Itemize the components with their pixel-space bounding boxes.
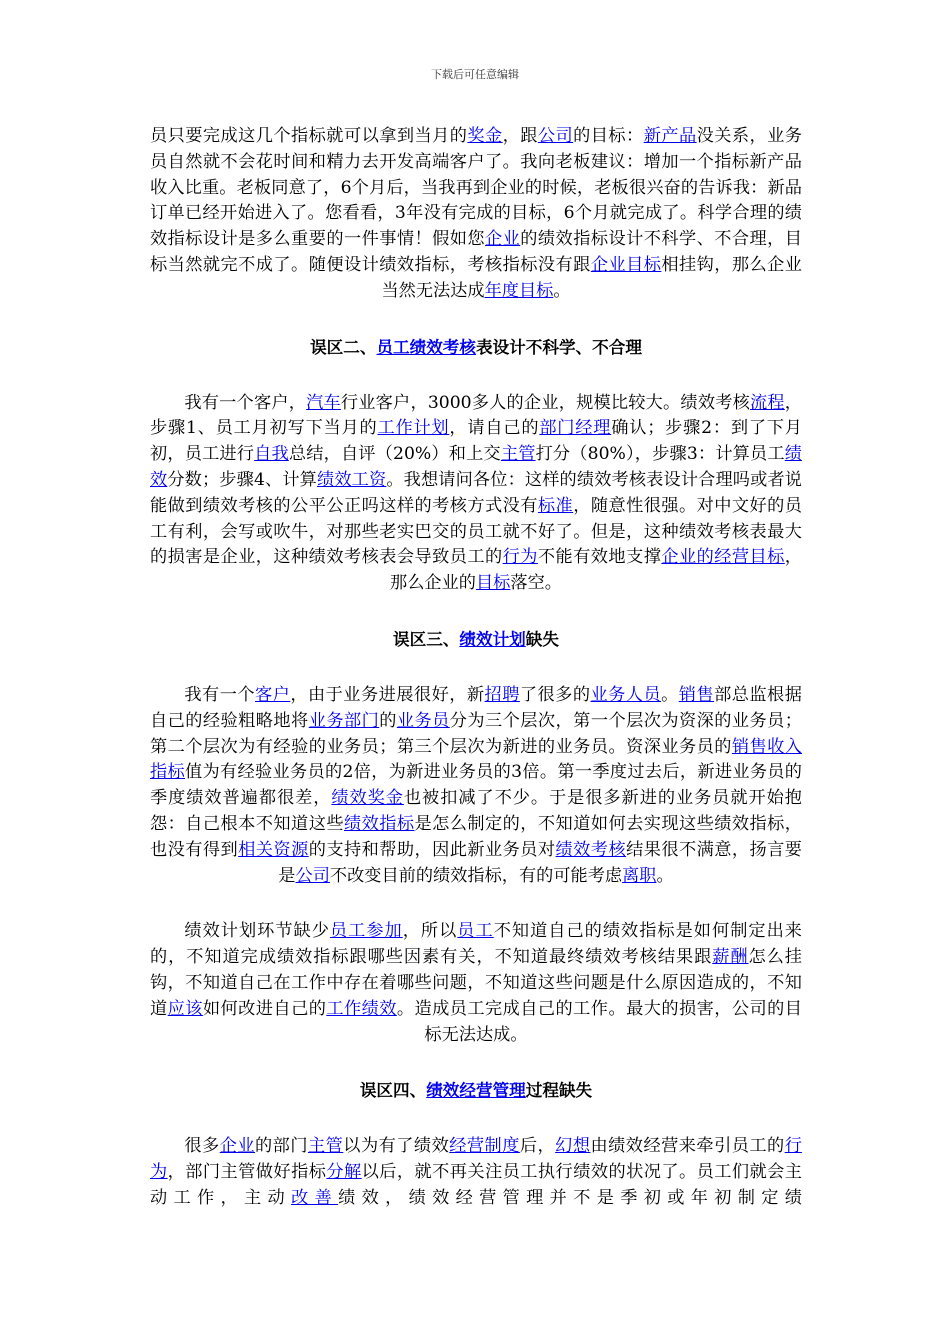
inline-link[interactable]: 主管 bbox=[307, 1136, 344, 1157]
inline-link[interactable]: 业务员 bbox=[396, 710, 450, 731]
text-run: 的 bbox=[379, 710, 397, 731]
inline-link[interactable]: 流程 bbox=[749, 392, 785, 413]
text-run: 结果很不满意，扬言要是 bbox=[278, 839, 802, 886]
inline-link[interactable]: 工作计划 bbox=[377, 418, 450, 439]
text-run: 不能有效地支撑 bbox=[537, 547, 662, 568]
inline-link[interactable]: 销售收入指标 bbox=[150, 736, 802, 783]
text-run: 绩效计划环节缺少 bbox=[184, 921, 330, 942]
text-run: ，那么企业的 bbox=[390, 547, 802, 594]
text-run: 表设计不科学、不合理 bbox=[476, 337, 642, 357]
inline-link[interactable]: 新产品 bbox=[643, 126, 697, 146]
text-run: 不改变目前的绩效指标，有的可能考虑 bbox=[329, 865, 623, 886]
section-heading-2 bbox=[150, 335, 802, 361]
inline-link[interactable]: 年度目标 bbox=[484, 280, 554, 301]
inline-link[interactable]: 销售 bbox=[678, 684, 715, 705]
text-run: 的目标： bbox=[573, 126, 644, 146]
paragraph-4 bbox=[150, 919, 802, 1048]
text-run: 。我想请问各位：这样的绩效考核表设计合理吗或者说能做到绩效考核的公平公正吗这样的考核方式没有 bbox=[150, 469, 802, 516]
text-run: 总结，自评（20%）和上交 bbox=[288, 444, 501, 465]
inline-link[interactable]: 员工 bbox=[457, 921, 494, 942]
text-run: ，部门主管做好指标 bbox=[167, 1162, 327, 1183]
text-run: ，所以 bbox=[402, 921, 458, 942]
text-run: 误区四、 bbox=[359, 1081, 427, 1101]
text-run: 。 bbox=[553, 280, 571, 301]
text-run: 员只要完成这几个指标就可以拿到当月的 bbox=[150, 126, 468, 146]
inline-link[interactable]: 企业 bbox=[219, 1136, 256, 1157]
text-run: 落空。 bbox=[510, 573, 562, 594]
text-run: 很多 bbox=[184, 1136, 220, 1157]
text-run: ，跟 bbox=[502, 126, 538, 146]
inline-link[interactable]: 招聘 bbox=[484, 684, 520, 705]
section-heading-3 bbox=[150, 627, 802, 653]
text-run: 分数；步骤4、计算 bbox=[167, 469, 317, 490]
inline-link[interactable]: 员工绩效考核 bbox=[376, 337, 476, 357]
text-run: 过程缺失 bbox=[525, 1081, 593, 1101]
inline-link[interactable]: 业务人员 bbox=[590, 684, 662, 705]
inline-link[interactable]: 相关资源 bbox=[238, 839, 309, 860]
paragraph-5 bbox=[150, 1134, 802, 1211]
text-run: 行业客户，3000多人的企业，规模比较大。绩效考核 bbox=[340, 392, 750, 413]
text-run: 怎么挂钩，不知道自己在工作中存在着哪些问题，不知道这些问题是什么原因造成的，不知道 bbox=[150, 947, 802, 1019]
paragraph-2 bbox=[150, 391, 802, 597]
text-run: 确认；步骤2：到了下月初，员工进行 bbox=[150, 418, 802, 465]
text-run: 缺失 bbox=[525, 629, 559, 649]
inline-link[interactable]: 离职 bbox=[622, 865, 657, 886]
text-run: 我有一个 bbox=[184, 684, 256, 705]
text-run: 我有一个客户， bbox=[184, 392, 307, 413]
inline-link[interactable]: 绩效考核 bbox=[555, 839, 627, 860]
inline-link[interactable]: 业务部门 bbox=[308, 710, 380, 731]
text-run: 误区三、 bbox=[393, 629, 460, 649]
page-header-note: 下载后可任意编辑 bbox=[431, 68, 519, 81]
text-run: 值为有经验业务员的2倍，为新进业务员的3倍。第一季度过去后，新进业务员的季度绩效普遍都很差， bbox=[150, 762, 802, 809]
text-run: 不知道自己的绩效指标是如何制定出来的，不知道完成绩效指标跟哪些因素有关，不知道最终绩效考核结果跟 bbox=[150, 921, 802, 968]
inline-link[interactable]: 公司 bbox=[295, 865, 330, 886]
inline-link[interactable]: 分解 bbox=[326, 1162, 362, 1183]
text-run: 。 bbox=[661, 684, 679, 705]
text-run: 的支持和帮助，因此新业务员对 bbox=[308, 839, 556, 860]
inline-link[interactable]: 企业的经营目标 bbox=[661, 547, 785, 568]
text-run: ，步骤1、员工月初写下当月的 bbox=[150, 392, 802, 439]
text-run: 也被扣减了不少。于是很多新进的业务员就开始抱怨：自己根本不知道这些 bbox=[150, 788, 802, 834]
inline-link[interactable]: 绩效经营管理 bbox=[426, 1081, 526, 1101]
inline-link[interactable]: 绩效指标 bbox=[343, 813, 415, 834]
inline-link[interactable]: 绩效 bbox=[150, 444, 802, 490]
inline-link[interactable]: 应该 bbox=[167, 998, 203, 1019]
inline-link[interactable]: 员工参加 bbox=[329, 921, 403, 942]
inline-link[interactable]: 企业 bbox=[485, 229, 521, 250]
paragraph-1 bbox=[150, 124, 802, 305]
inline-link[interactable]: 自我 bbox=[254, 444, 289, 465]
inline-link[interactable]: 部门经理 bbox=[539, 418, 612, 439]
text-run: 以为有了绩效 bbox=[343, 1136, 450, 1157]
text-run: 了很多的 bbox=[519, 684, 591, 705]
inline-link[interactable]: 绩效工资 bbox=[317, 469, 387, 490]
text-run: 打分（80%），步骤3：计算员工 bbox=[535, 444, 785, 465]
text-run: 由绩效经营来牵引员工的 bbox=[590, 1136, 785, 1157]
text-run: 相挂钩，那么企业当然无法达成 bbox=[381, 254, 802, 301]
inline-link[interactable]: 经营制度 bbox=[449, 1136, 520, 1157]
document-body bbox=[150, 124, 802, 1212]
inline-link[interactable]: 奖金 bbox=[467, 126, 503, 146]
inline-link[interactable]: 主管 bbox=[500, 444, 536, 465]
text-run: 后， bbox=[519, 1136, 556, 1157]
inline-link[interactable]: 企业目标 bbox=[590, 254, 662, 275]
inline-link[interactable]: 汽车 bbox=[306, 392, 341, 413]
text-run: 如何改进自己的 bbox=[202, 998, 327, 1019]
text-run: 误区二、 bbox=[310, 337, 377, 357]
inline-link[interactable]: 行为 bbox=[502, 547, 538, 568]
text-run: ，随意性很强。对中文好的员工有利，会写或吹牛，对那些老实巴交的员工就不好了。但是，这种绩效考核表最大的损害是企业，这种绩效考核表会导致员工的 bbox=[150, 495, 802, 568]
inline-link[interactable]: 工作绩效 bbox=[326, 998, 397, 1019]
text-run: 的绩效指标设计不科学、不合理，目标当然就完不成了。随便设计绩效指标，考核指标没有跟 bbox=[150, 229, 802, 275]
text-run: 。 bbox=[656, 865, 674, 886]
text-run: 是怎么制定的，不知道如何去实现这些绩效指标，也没有得到 bbox=[150, 813, 802, 860]
text-run: 绩效，绩效经营管理并不是季初或年初制定绩 bbox=[338, 1187, 802, 1208]
inline-link[interactable]: 公司 bbox=[537, 126, 574, 146]
inline-link[interactable]: 标准 bbox=[537, 495, 574, 516]
inline-link[interactable]: 幻想 bbox=[555, 1136, 591, 1157]
inline-link[interactable]: 薪酬 bbox=[712, 947, 749, 968]
paragraph-3 bbox=[150, 683, 802, 889]
text-run: 分为三个层次，第一个层次为资深的业务员；第二个层次为有经验的业务员；第三个层次为新进的业务员。资深业务员的 bbox=[150, 710, 802, 757]
inline-link[interactable]: 绩效计划 bbox=[459, 629, 526, 649]
text-run: 以后，就不再关注员工执行绩效的状况了。员工们就会主动工作，主动 bbox=[150, 1162, 802, 1208]
inline-link[interactable]: 行为 bbox=[150, 1136, 802, 1183]
section-heading-4 bbox=[150, 1078, 802, 1104]
text-run: ，请自己的 bbox=[449, 418, 540, 439]
text-run: 的部门 bbox=[255, 1136, 308, 1157]
text-run: 。造成员工完成自己的工作。最大的损害，公司的目标无法达成。 bbox=[396, 998, 802, 1045]
inline-link[interactable]: 客户 bbox=[255, 684, 291, 705]
text-run: 没关系，业务员自然就不会花时间和精力去开发高端客户了。我向老板建议：增加一个指标新产品收入比重。老板同意了，6个月后，当我再到企业的时候，老板很兴奋的告诉我：新品订单已经开始进入了。您看看，3年没有完成的目标，6个月就完成了。科学合理的绩效指标设计是多么重要的一件事情！假如您 bbox=[150, 126, 802, 250]
text-run: ，由于业务进展很好，新 bbox=[290, 684, 485, 705]
inline-link[interactable]: 目标 bbox=[475, 573, 511, 594]
text-run: 部总监根据自己的经验粗略地将 bbox=[150, 684, 802, 731]
inline-link[interactable]: 绩效奖金 bbox=[331, 788, 404, 809]
inline-link[interactable]: 改善 bbox=[291, 1187, 339, 1208]
